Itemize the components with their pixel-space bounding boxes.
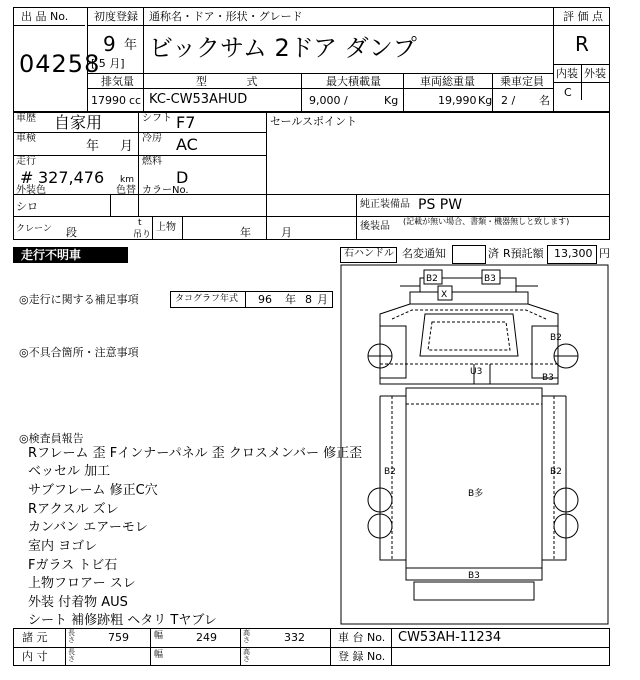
displacement-unit: cc [129, 94, 142, 107]
width-value: 249 [196, 631, 217, 644]
equipment-value: PS PW [418, 197, 463, 213]
steering-value: 右ハンドル [344, 248, 394, 259]
lot-label: 出 品 No. [21, 10, 69, 23]
tachograph-month: 8 [305, 293, 312, 306]
recycle-label: 済 [488, 247, 499, 260]
inspection-month: 月 [120, 139, 134, 154]
inspector-line: Rアクスル ズレ [28, 502, 119, 517]
name-change-label: 名変通知 [402, 247, 446, 260]
gross-weight-label: 車両総重量 [420, 75, 475, 88]
inspector-line: 上物フロアー スレ [28, 576, 136, 591]
inspector-line: 外装 付着物 AUS [28, 595, 128, 610]
gross-weight-value: 19,990 [438, 94, 477, 107]
inspector-line: ベッセル 加工 [28, 464, 111, 479]
damage-mark-b-mult: B多 [468, 489, 484, 499]
rating-label: 評 価 点 [563, 10, 603, 23]
crane-lift: 吊り [133, 230, 152, 240]
model-label: 型 式 [196, 75, 276, 88]
displacement-value: 17990 [91, 94, 126, 107]
registration-label: 登 録 No. [338, 650, 386, 663]
aircon-label: 冷房 [142, 133, 162, 144]
tachograph-year-unit: 年 [285, 293, 296, 306]
inner-dims-label: 内 寸 [22, 650, 48, 663]
shift-value: F7 [176, 113, 196, 132]
mileage-supplement-title: ◎走行に関する補足事項 [19, 293, 139, 306]
damage-mark-u3: U3 [470, 367, 483, 377]
damage-mark-b2-right-front: B2 [550, 333, 562, 343]
height-label: 高さ [243, 629, 250, 644]
damage-mark-b2-top: B2 [426, 274, 438, 284]
registration-year: 9 [103, 32, 116, 56]
inspector-line: 室内 ヨゴレ [28, 539, 98, 554]
vehicle-name: ビックサム 2ドア ダンプ [149, 34, 417, 62]
inspection-label: 車検 [16, 133, 36, 144]
capacity-value: 2 / [501, 94, 516, 107]
bed-month: 月 [281, 226, 292, 239]
damage-mark-b3-bottom: B3 [468, 571, 480, 581]
damage-mark-b2-left: B2 [384, 467, 396, 477]
chassis-label: 車 台 No. [338, 631, 386, 644]
fuel-label: 燃料 [142, 156, 162, 167]
max-load-value: 9,000 / [309, 94, 348, 107]
max-load-label: 最大積載量 [326, 75, 381, 88]
damage-mark-b3-top: B3 [484, 274, 496, 284]
crane-stage: 段 [66, 226, 77, 239]
tachograph-month-unit: 月 [317, 293, 328, 306]
max-load-unit: Kg [384, 94, 399, 107]
mileage-prefix: # [20, 168, 34, 187]
displacement-label: 排気量 [101, 75, 134, 88]
r-deposit-unit: 円 [599, 247, 610, 260]
tachograph-label: タコグラフ年式 [175, 294, 239, 304]
fuel-value: D [176, 168, 189, 187]
retrofit-note: (記載が無い場合、書類・機器無しと致します) [403, 217, 570, 226]
inspector-title: ◎検査員報告 [19, 432, 84, 445]
history-label: 車歴 [16, 113, 36, 124]
history-value: 自家用 [54, 113, 103, 132]
retrofit-label: 後装品 [360, 221, 390, 232]
inner-height-label: 高さ [243, 648, 250, 663]
inspection-year: 年 [86, 139, 100, 154]
exterior-color-label: 外装色 [16, 185, 46, 196]
first-registration-label: 初度登録 [94, 10, 138, 23]
name-change-box [452, 245, 486, 264]
damage-mark-x: X [441, 290, 448, 300]
inspector-line: サブフレーム 修正C穴 [28, 483, 158, 498]
dims-label: 諸 元 [22, 631, 48, 644]
inner-length-label: 長さ [68, 648, 75, 663]
mileage-unit: km [120, 175, 134, 185]
model-value: KC-CW53AHUD [149, 92, 248, 107]
inspector-line: カンバン エアーモレ [28, 520, 148, 535]
mileage-label: 走行 [16, 156, 36, 167]
sales-point-label: セールスポイント [270, 115, 358, 128]
inspector-line: Fガラス トビ石 [28, 558, 118, 573]
inspector-line: シート 補修跡粗 ヘタリ Tヤブレ [28, 613, 217, 628]
rating-value: R [575, 32, 589, 56]
bed-year: 年 [240, 226, 251, 239]
damage-mark-b2-right: B2 [550, 467, 562, 477]
chassis-value: CW53AH-11234 [398, 630, 502, 645]
interior-grade: C [564, 86, 572, 99]
r-deposit-value: 13,300 [554, 247, 593, 260]
gross-weight-unit: Kg [478, 94, 493, 107]
height-value: 332 [284, 631, 305, 644]
equipment-label: 純正装備品 [360, 199, 410, 210]
interior-grade-label: 内装 [556, 67, 578, 80]
bed-label: 上物 [156, 222, 176, 233]
registration-month: [ 5 月] [91, 57, 125, 70]
mileage-value: 327,476 [38, 168, 105, 187]
capacity-label: 乗車定員 [500, 75, 544, 88]
r-deposit-label: R預託額 [503, 247, 544, 260]
defects-title: ◎不具合箇所・注意事項 [19, 346, 139, 359]
capacity-unit: 名 [539, 94, 550, 107]
registration-year-unit: 年 [124, 38, 138, 53]
crane-label: クレーン [16, 224, 52, 234]
length-label: 長さ [68, 629, 75, 644]
crane-ton: t [138, 218, 142, 228]
lot-number: 04258 [19, 50, 101, 78]
inspector-line: Rフレーム 歪 Fインナーパネル 歪 クロスメンバー 修正歪 [28, 446, 363, 461]
truck-diagram [340, 264, 610, 626]
exterior-color-value: シロ [16, 200, 38, 213]
tachograph-year: 96 [258, 293, 272, 306]
vehicle-name-label: 通称名・ドア・形状・グレード [149, 10, 303, 23]
width-label: 幅 [154, 631, 164, 641]
exterior-grade-label: 外装 [584, 67, 606, 80]
color-change-label: 色替 [116, 185, 136, 196]
color-number-label: カラーNo. [142, 185, 189, 196]
length-value: 759 [108, 631, 129, 644]
aircon-value: AC [176, 135, 198, 154]
shift-label: シフト [142, 113, 172, 124]
unknown-mileage-banner: 走行不明車 [13, 247, 128, 263]
inner-width-label: 幅 [154, 650, 164, 660]
damage-mark-b3-right: B3 [542, 373, 554, 383]
